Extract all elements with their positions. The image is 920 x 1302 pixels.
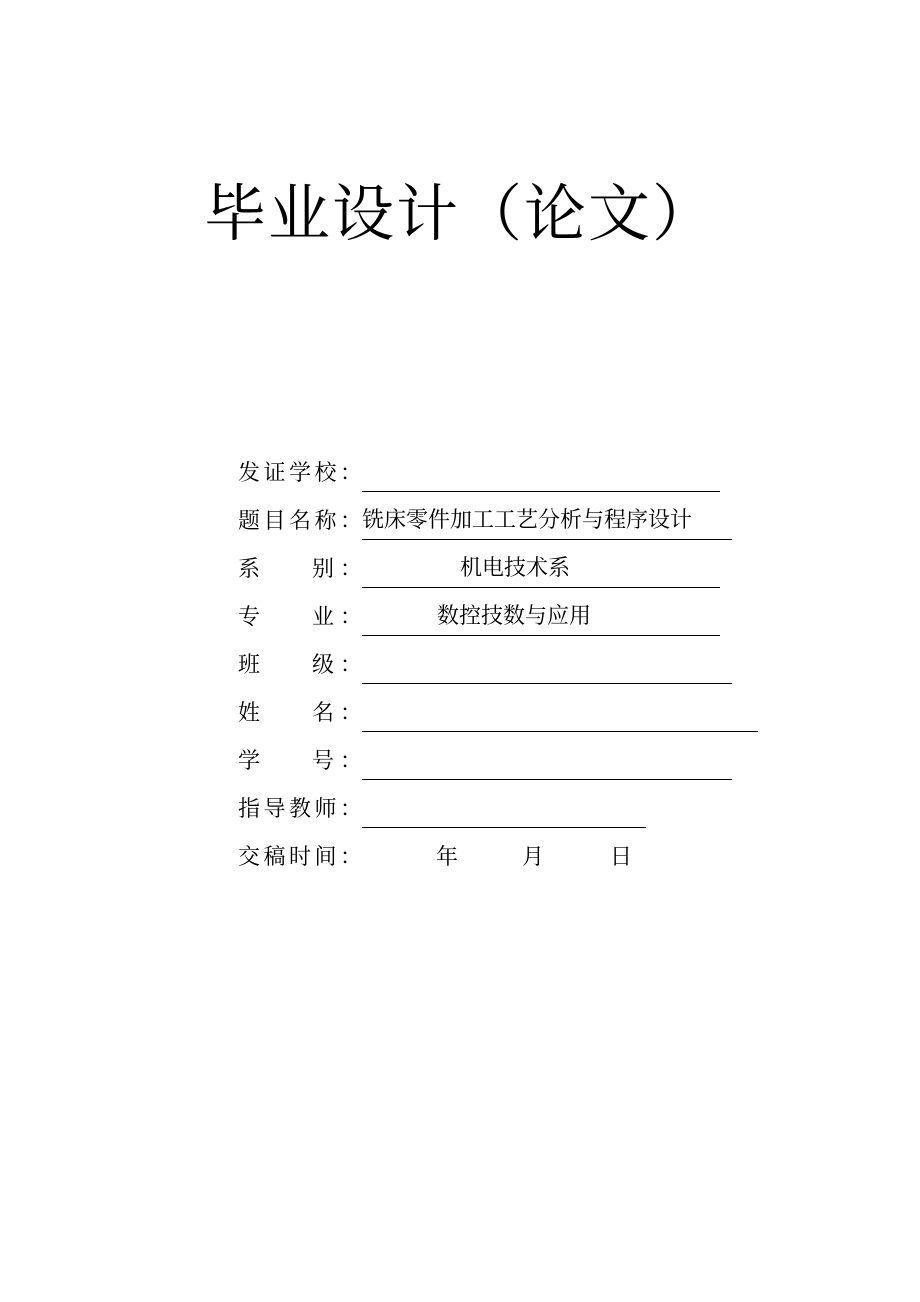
label-char: 别 xyxy=(311,557,334,582)
department-field xyxy=(362,552,720,588)
label-char: 指 xyxy=(238,797,261,822)
label-char: 姓 xyxy=(238,701,261,726)
label-char: 名 xyxy=(288,509,311,534)
label-char: 证 xyxy=(263,461,286,486)
label-char: 时 xyxy=(288,845,311,870)
label-char: 号 xyxy=(311,749,334,774)
month-label: 月 xyxy=(522,845,545,870)
student-id-label xyxy=(238,744,362,780)
topic-label xyxy=(238,504,362,540)
label-char: 目 xyxy=(263,509,286,534)
topic-value: 铣床零件加工工艺分析与程序设计 xyxy=(362,508,693,533)
label-char: 称 xyxy=(314,509,337,534)
label-char: 交 xyxy=(238,845,261,870)
student-id-field xyxy=(362,744,732,780)
label-char: 导 xyxy=(263,797,286,822)
label-char: 班 xyxy=(238,653,261,678)
name-field xyxy=(362,696,758,732)
label-char: 名 xyxy=(311,701,334,726)
label-char: 稿 xyxy=(263,845,286,870)
day-label: 日 xyxy=(610,845,633,870)
label-colon: ： xyxy=(339,557,362,582)
label-colon: ： xyxy=(339,653,362,678)
label-char: 题 xyxy=(238,509,261,534)
label-char: 业 xyxy=(311,605,334,630)
class-field xyxy=(362,648,732,684)
class-label xyxy=(238,648,362,684)
department-value: 机电技术系 xyxy=(460,556,571,581)
advisor-label xyxy=(238,792,362,828)
submission-label xyxy=(238,840,362,876)
label-char: 学 xyxy=(238,749,261,774)
department-label xyxy=(238,552,362,588)
label-colon: ： xyxy=(339,605,362,630)
label-char: 间 xyxy=(314,845,337,870)
label-char: 师 xyxy=(314,797,337,822)
label-colon: ： xyxy=(339,509,362,534)
submission-row xyxy=(238,840,658,876)
label-colon: ： xyxy=(339,461,362,486)
name-label xyxy=(238,696,362,732)
major-label xyxy=(238,600,362,636)
advisor-field xyxy=(362,792,646,828)
year-label: 年 xyxy=(436,845,459,870)
label-char: 教 xyxy=(288,797,311,822)
label-char: 专 xyxy=(238,605,261,630)
label-colon: ： xyxy=(339,701,362,726)
major-value: 数控技数与应用 xyxy=(437,604,592,629)
label-char: 级 xyxy=(311,653,334,678)
label-colon: ： xyxy=(339,797,362,822)
label-colon: ： xyxy=(339,749,362,774)
major-field xyxy=(362,600,720,636)
label-char: 发 xyxy=(238,461,261,486)
label-char: 系 xyxy=(238,557,261,582)
topic-field xyxy=(362,504,732,540)
label-char: 学 xyxy=(288,461,311,486)
label-colon: ： xyxy=(339,845,362,870)
school-field xyxy=(362,456,720,492)
school-label xyxy=(238,456,362,492)
document-title: 毕业设计（论文） xyxy=(203,177,716,250)
label-char: 校 xyxy=(314,461,337,486)
